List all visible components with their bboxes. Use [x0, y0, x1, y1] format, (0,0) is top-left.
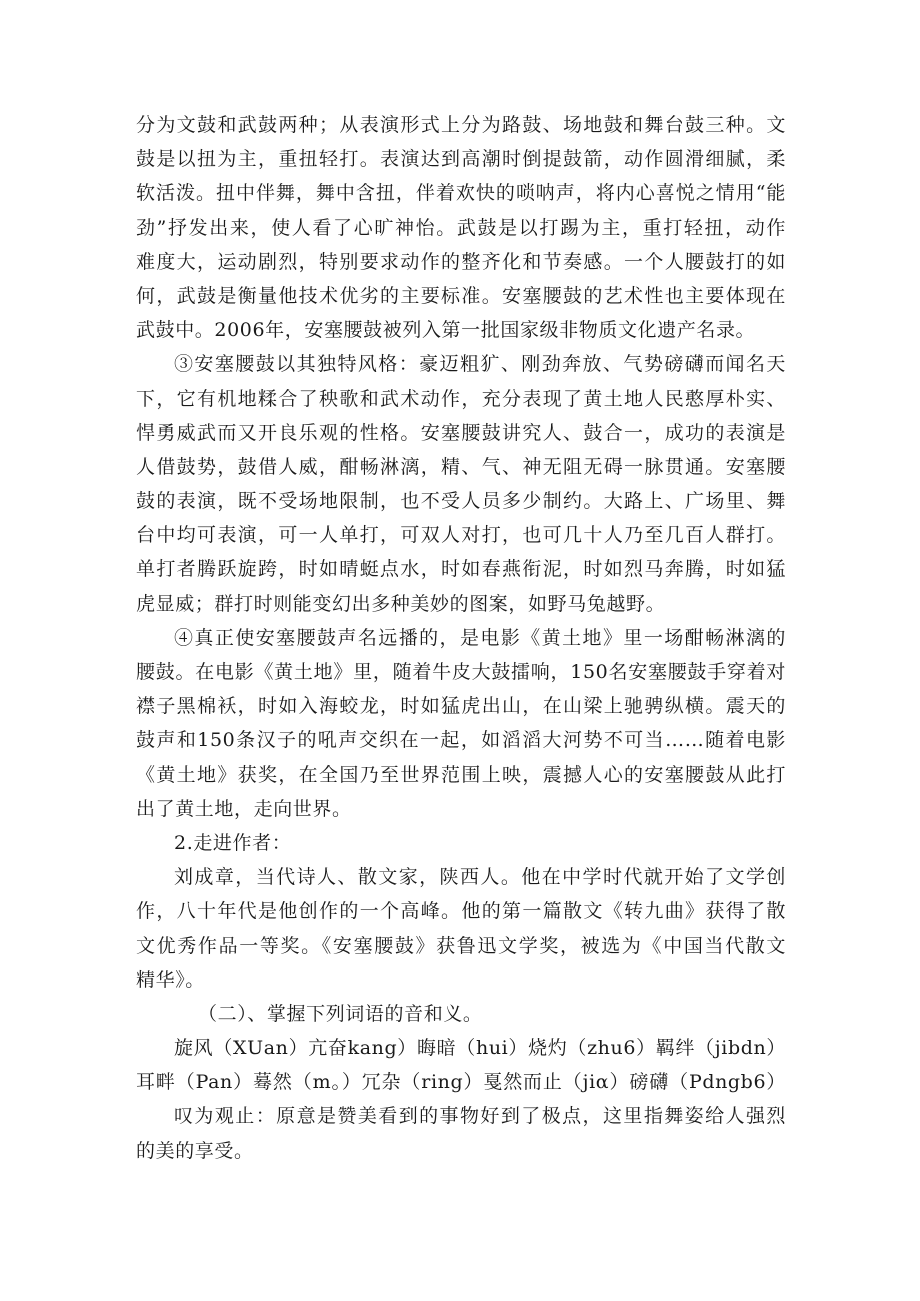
text-line: 鼓声和150条汉子的吼声交织在一起，如滔滔大河势不可当……随着电影 [136, 729, 786, 752]
text-line: 分为文鼓和武鼓两种；从表演形式上分为路鼓、场地鼓和舞台鼓三种。文 [136, 114, 786, 136]
text-line: 软活泼。扭中伴舞，舞中含扭，伴着欢快的唢呐声，将内心喜悦之情用“能 [136, 182, 786, 205]
text-line: 鼓的表演，既不受场地限制，也不受人员多少制约。大路上、广场里、舞 [136, 490, 786, 513]
text-line: 虎显威；群打时则能变幻出多种美妙的图案，如野马兔越野。 [136, 592, 666, 615]
text-line: 悍勇威武而又开良乐观的性格。安塞腰鼓讲究人、鼓合一，成功的表演是 [136, 421, 786, 444]
document-page [136, 108, 786, 1168]
heading-line: 2.走进作者： [174, 831, 292, 854]
paragraph-film [136, 621, 786, 826]
text-line: 耳畔（Pan）蓦然（m。）冗杂（ring）戛然而止（jiα）磅礴（Pdngb6） [136, 1071, 786, 1094]
paragraph-style [136, 347, 786, 621]
text-line: 劲”抒发出来，使人看了心旷神怡。武鼓是以打踢为主，重打轻扭，动作 [136, 216, 786, 239]
text-line: 精华》。 [136, 968, 205, 991]
section-heading-vocab [136, 997, 786, 1031]
text-line: 单打者腾跃旋跨，时如晴蜓点水，时如春燕衔泥，时如烈马奔腾，时如猛 [136, 558, 786, 581]
text-line: 腰鼓。在电影《黄土地》里，随着牛皮大鼓擂响，150名安塞腰鼓手穿着对 [136, 661, 786, 683]
text-line: 下，它有机地糅合了秧歌和武术动作，充分表现了黄土地人民憨厚朴实、 [136, 387, 786, 410]
text-line: 刘成章，当代诗人、散文家，陕西人。他在中学时代就开始了文学创 [174, 866, 786, 889]
text-line: 襟子黑棉袄，时如入海蛟龙，时如猛虎出山，在山梁上驰骋纵横。震天的 [136, 695, 786, 718]
text-line: 的美的享受。 [136, 1139, 254, 1162]
text-line: ③安塞腰鼓以其独特风格：豪迈粗犷、刚劲奔放、气势磅礴而闻名天 [174, 353, 786, 376]
text-line: 鼓是以扭为主，重扭轻打。表演达到高潮时倒提鼓箭，动作圆滑细腻，柔 [136, 148, 786, 171]
paragraph-drum-types [136, 108, 786, 347]
text-line: 难度大，运动剧烈，特别要求动作的整齐化和节奏感。一个人腰鼓打的如 [136, 250, 786, 273]
paragraph-idiom [136, 1099, 786, 1167]
text-line: 武鼓中。2006年，安塞腰鼓被列入第一批国家级非物质文化遗产名录。 [136, 319, 756, 342]
text-line: 文优秀作品一等奖。《安塞腰鼓》获鲁迅文学奖，被选为《中国当代散文 [136, 934, 786, 957]
text-line: 《黄土地》获奖，在全国乃至世界范围上映，震撼人心的安塞腰鼓从此打 [136, 763, 786, 786]
text-line: 作，八十年代是他创作的一个高峰。他的第一篇散文《转九曲》获得了散 [136, 900, 786, 923]
text-line: 台中均可表演，可一人单打，可双人对打，也可几十人乃至几百人群打。 [136, 524, 786, 547]
section-heading-author [136, 826, 786, 860]
paragraph-author [136, 860, 786, 997]
text-line: 旋风（XUan）亢奋kang）晦暗（hui）烧灼（zhu6）羁绊（jibdn） [174, 1037, 786, 1060]
text-line: ④真正使安塞腰鼓声名远播的，是电影《黄土地》里一场酣畅淋漓的 [174, 626, 786, 649]
text-line: 何，武鼓是衡量他技术优劣的主要标准。安塞腰鼓的艺术性也主要体现在 [136, 284, 786, 307]
heading-line: （二）、掌握下列词语的音和义。 [198, 1002, 483, 1025]
text-line: 叹为观止：原意是赞美看到的事物好到了极点，这里指舞姿给人强烈 [174, 1105, 786, 1128]
text-line: 人借鼓势，鼓借人威，酣畅淋漓，精、气、神无阻无碍一脉贯通。安塞腰 [136, 455, 786, 478]
paragraph-vocab-list [136, 1031, 786, 1099]
text-line: 出了黄土地，走向世界。 [136, 797, 352, 820]
